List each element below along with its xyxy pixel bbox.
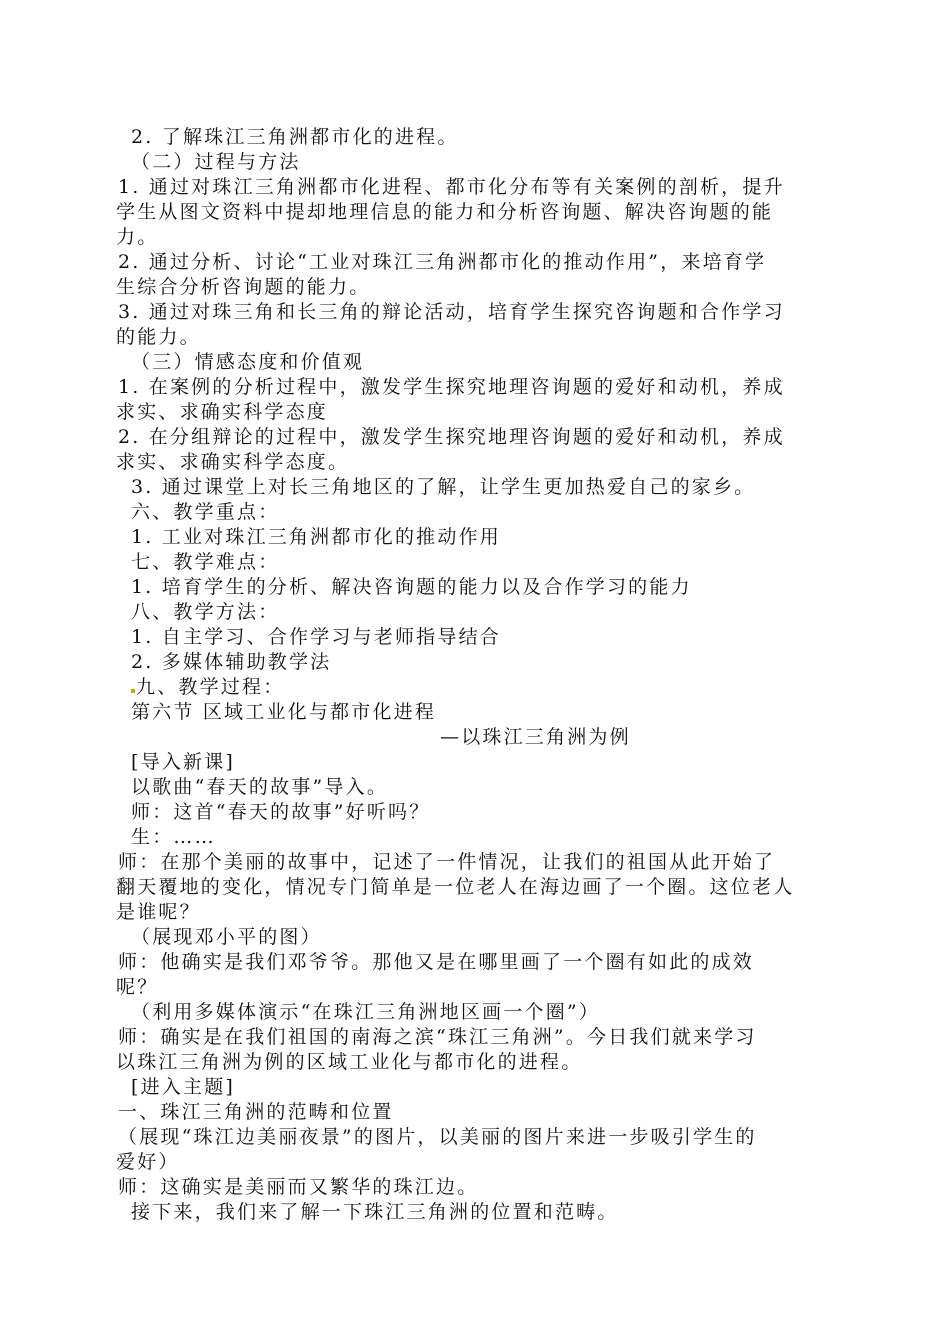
text-line: 求实、求确实科学态度。 bbox=[116, 451, 350, 473]
lesson-title: 第六节 区域工业化与都市化进程 bbox=[131, 701, 437, 723]
section-heading: 九、教学过程： bbox=[131, 675, 284, 699]
text-line: 2. 在分组辩论的过程中，激发学生探究地理咨询题的爱好和动机，养成 bbox=[118, 426, 785, 448]
text-line: 师：在那个美丽的故事中，记述了一件情况，让我们的祖国从此开始了 bbox=[118, 851, 776, 873]
text-line: 力。 bbox=[116, 226, 159, 248]
text-line: 师：确实是在我们祖国的南海之滨“珠江三角洲”。今日我们就来学习 bbox=[118, 1026, 757, 1048]
section-heading: 八、教学方法： bbox=[131, 601, 280, 623]
text-line: 生：…… bbox=[131, 826, 216, 848]
text-line: 师：这确实是美丽而又繁华的珠江边。 bbox=[118, 1176, 479, 1198]
text-line: 2. 通过分析、讨论“工业对珠江三角洲都市化的推动作用”，来培育学 bbox=[118, 251, 767, 273]
section-heading: 七、教学难点： bbox=[131, 551, 280, 573]
text-line: 是谁呢？ bbox=[116, 901, 201, 923]
text-line: 1. 培育学生的分析、解决咨询题的能力以及合作学习的能力 bbox=[131, 576, 692, 598]
text-line: 师：他确实是我们邓爷爷。那他又是在哪里画了一个圈有如此的成效 bbox=[118, 951, 755, 973]
text-line: （利用多媒体演示“在珠江三角洲地区画一个圈”） bbox=[131, 1001, 601, 1023]
text-line: （展现“珠江边美丽夜景”的图片，以美丽的图片来进一步吸引学生的 bbox=[118, 1126, 757, 1148]
text-line: 学生从图文资料中提却地理信息的能力和分析咨询题、解决咨询题的能 bbox=[116, 201, 774, 223]
text-line: 翻天覆地的变化，情况专门简单是一位老人在海边画了一个圈。这位老人 bbox=[116, 876, 795, 898]
section-tag: [进入主题] bbox=[131, 1076, 236, 1098]
text-line: 生综合分析咨询题的能力。 bbox=[116, 276, 371, 298]
text-line: 师：这首“春天的故事”好听吗？ bbox=[131, 801, 431, 823]
text-line: （展现邓小平的图） bbox=[131, 926, 322, 948]
text-line: 1. 通过对珠江三角洲都市化进程、都市化分布等有关案例的剖析，提升 bbox=[118, 176, 785, 198]
text-line: 3. 通过对珠三角和长三角的辩论活动，培育学生探究咨询题和合作学习 bbox=[118, 301, 785, 323]
section-heading: 一、珠江三角洲的范畴和位置 bbox=[118, 1101, 394, 1123]
section-heading: （三）情感态度和价值观 bbox=[131, 351, 365, 373]
section-heading: （二）过程与方法 bbox=[131, 151, 301, 173]
text-line: 1. 在案例的分析过程中，激发学生探究地理咨询题的爱好和动机，养成 bbox=[118, 376, 785, 398]
text-line: 1. 自主学习、合作学习与老师指导结合 bbox=[131, 626, 501, 648]
text-line: 接下来，我们来了解一下珠江三角洲的位置和范畴。 bbox=[131, 1201, 619, 1223]
text-line: 以歌曲“春天的故事”导入。 bbox=[131, 776, 389, 798]
revision-mark-icon bbox=[131, 689, 135, 693]
text-line: 爱好） bbox=[116, 1151, 180, 1173]
section-heading: 六、教学重点： bbox=[131, 501, 280, 523]
text-line: 呢？ bbox=[116, 976, 159, 998]
text-line: 2. 了解珠江三角洲都市化的进程。 bbox=[131, 126, 459, 148]
text-line: 2. 多媒体辅助教学法 bbox=[131, 651, 332, 673]
text-line: 以珠江三角洲为例的区域工业化与都市化的进程。 bbox=[116, 1051, 583, 1073]
text-line: 的能力。 bbox=[116, 326, 201, 348]
section-tag: [导入新课] bbox=[131, 751, 236, 773]
text-line: 求实、求确实科学态度 bbox=[116, 401, 329, 423]
text-line: 3. 通过课堂上对长三角地区的了解，让学生更加热爱自己的家乡。 bbox=[131, 476, 756, 498]
lesson-subtitle: —以珠江三角洲为例 bbox=[440, 726, 631, 748]
text-line: 1. 工业对珠江三角洲都市化的推动作用 bbox=[131, 526, 501, 548]
